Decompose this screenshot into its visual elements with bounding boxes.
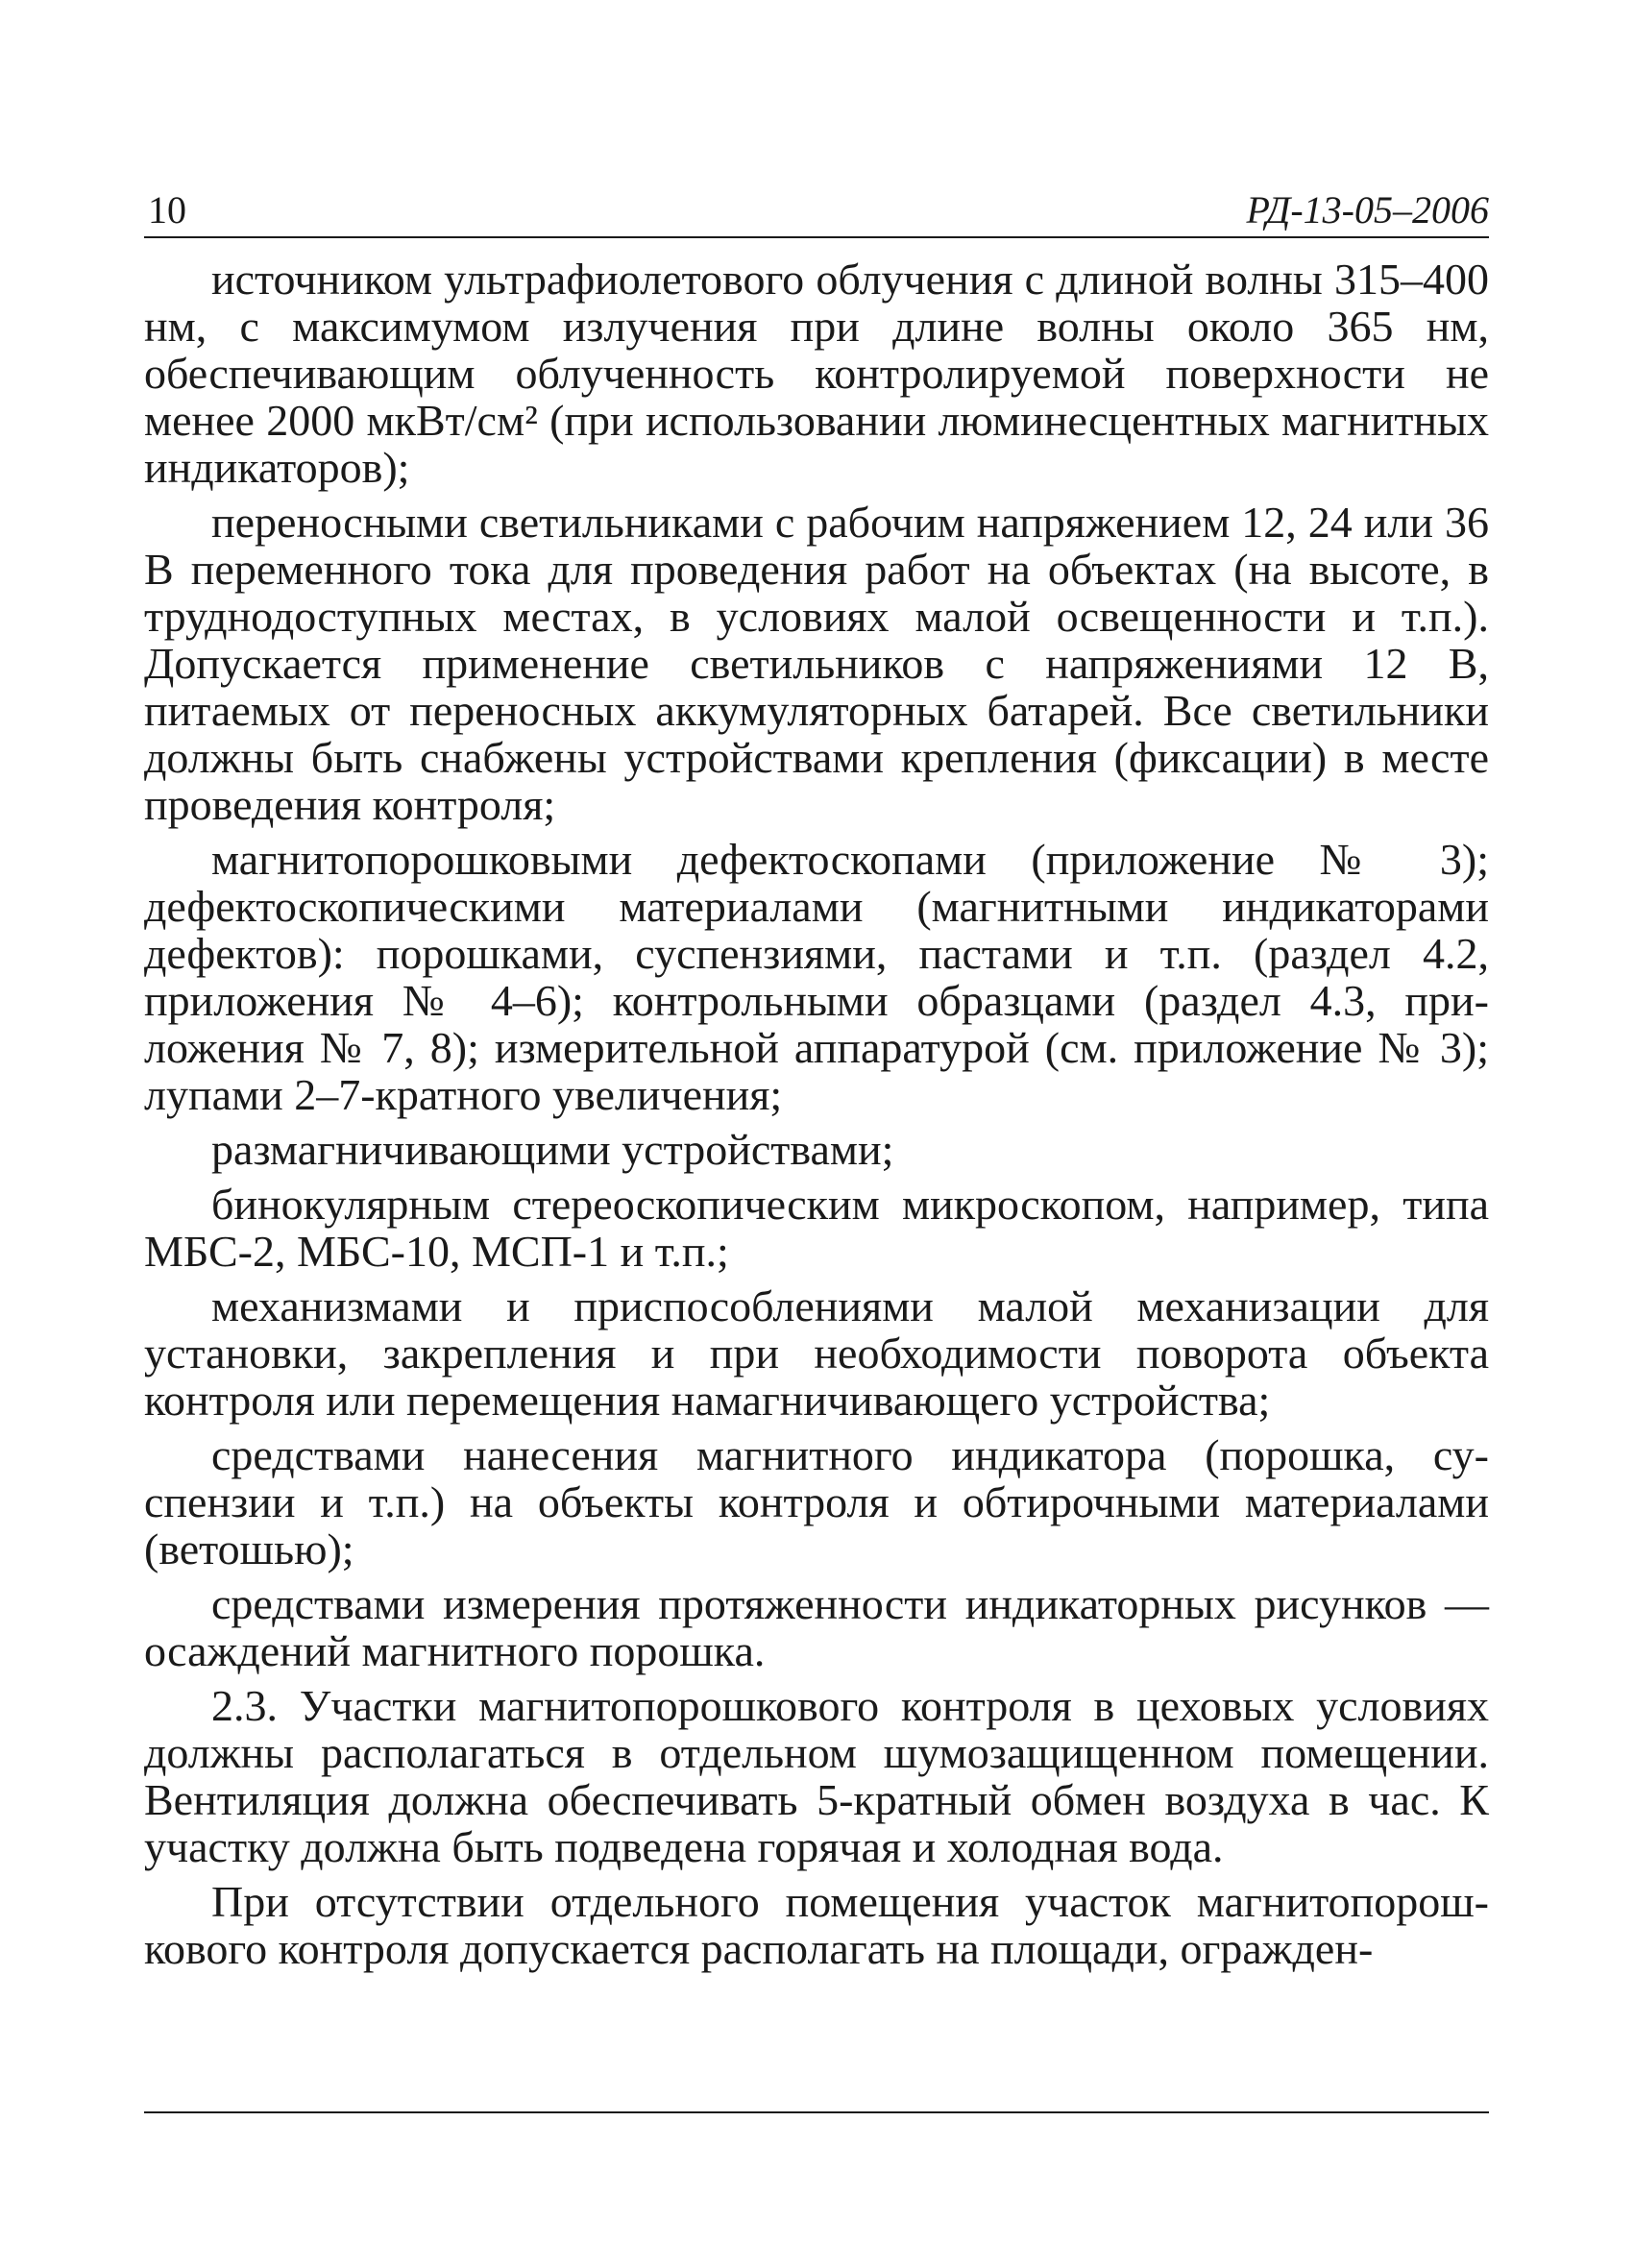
- document-code: РД-13-05–2006: [1246, 188, 1489, 232]
- document-page: [144, 183, 1489, 1973]
- page-header: [144, 183, 1489, 238]
- paragraph: источником ультрафиолетового облучения с длиной волны 315–400 нм, с максимумом излучения при длине волны около 365 нм, обеспечивающим облученность контролируемой поверхности не менее 2000 мкВт/см² (при использовании люминесцентных магнитных индикаторов);: [144, 255, 1489, 492]
- paragraph: механизмами и приспособлениями малой механизации для установки, закрепления и при необходимости поворота объекта контроля или перемещения намагничивающего устройства;: [144, 1281, 1489, 1425]
- header-rule: [144, 236, 1489, 238]
- footer-rule: [144, 2111, 1489, 2113]
- paragraph: бинокулярным стереоскопическим микроскопом, например, типа МБС-2, МБС-10, МСП-1 и т.п.;: [144, 1180, 1489, 1276]
- paragraph: 2.3. Участки магнитопорошкового контроля в цеховых условиях должны располагаться в отдельном шумозащищенном помещении. Вентиляция должна обеспечивать 5-кратный обмен воздуха в час. К участку должна быть подведена горячая и холодная вода.: [144, 1681, 1489, 1871]
- paragraph: размагничивающими устройствами;: [211, 1125, 894, 1174]
- paragraph: средствами нанесения магнитного индикатора (порошка, суспензии и т.п.) на объекты контроля и обтирочными материалами (ветошью);: [144, 1430, 1489, 1573]
- paragraph: средствами измерения протяженности индикаторных рисунков — осаждений магнитного порошка.: [144, 1579, 1489, 1675]
- paragraph: При отсутствии отдельного помещения участок магнитопорошкового контроля допускается располагать на площади, огражден-: [144, 1877, 1489, 1973]
- paragraph: переносными светильниками с рабочим напряжением 12, 24 или 36 В переменного тока для проведения работ на объектах (на высоте, в труднодоступных местах, в условиях малой освещенности и т.п.). Допускается применение светильников с напряжениями 12 В, питаемых от переносных аккумуляторных батарей. Все светильники должны быть снабжены устройствами крепления (фиксации) в месте проведения контроля;: [144, 498, 1489, 829]
- page-number: 10: [148, 188, 186, 232]
- paragraph: магнитопорошковыми дефектоскопами (приложение № 3); дефектоскопическими материалами (магнитными индикаторами дефектов): порошками, суспензиями, пастами и т.п. (раздел 4.2, приложения № 4–6); контрольными образцами (раздел 4.3, приложения № 7, 8); измерительной аппаратурой (см. приложение № 3); лупами 2–7-кратного увеличения;: [144, 835, 1489, 1119]
- body-text: [144, 256, 1489, 1972]
